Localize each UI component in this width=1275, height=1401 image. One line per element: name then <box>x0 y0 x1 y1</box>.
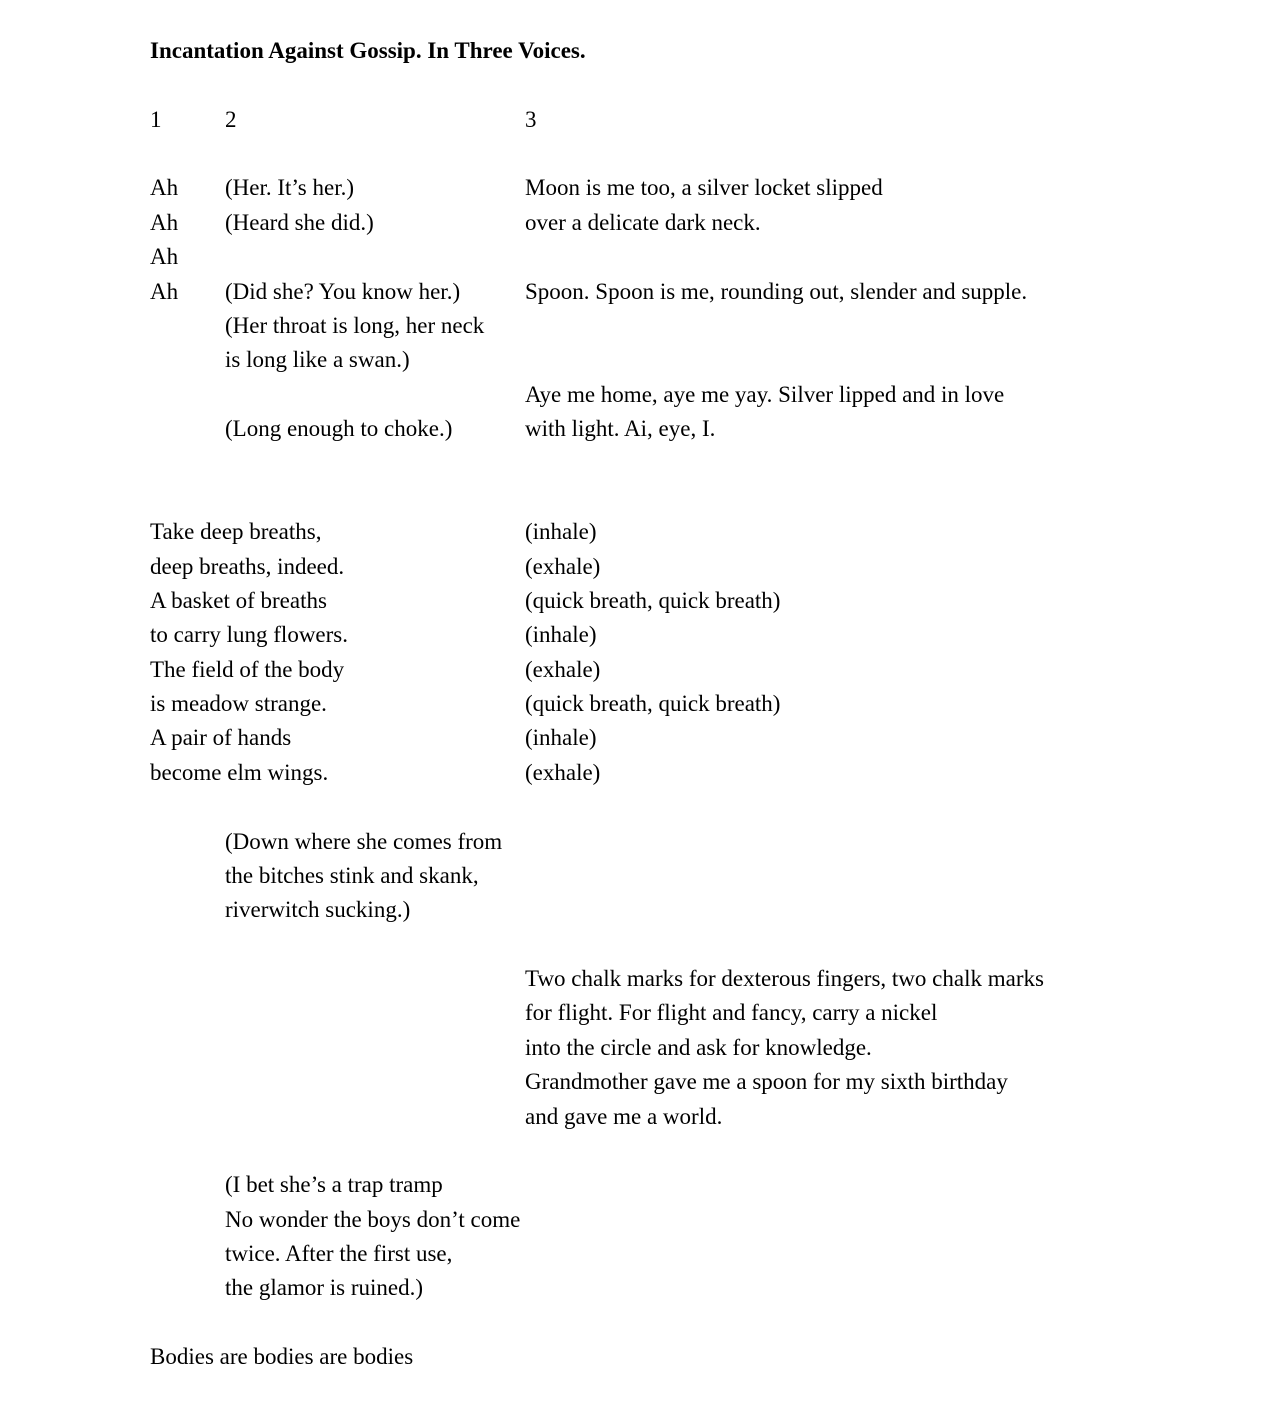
breath-cue: (inhale) <box>525 519 597 544</box>
voice2-line: (Her. It’s her.) <box>225 175 355 200</box>
voice1-line: Ah <box>150 210 179 235</box>
breath-stanza-line: The field of the body <box>150 657 345 682</box>
voice3-line: into the circle and ask for knowledge. <box>525 1035 872 1060</box>
voice3-line: and gave me a world. <box>525 1104 723 1129</box>
breath-cue: (quick breath, quick breath) <box>525 691 781 716</box>
breath-stanza-line: A pair of hands <box>150 725 292 750</box>
breath-cue: (exhale) <box>525 657 601 682</box>
voice2-line: twice. After the first use, <box>225 1241 453 1266</box>
voice3-line: Spoon. Spoon is me, rounding out, slender and supple. <box>525 279 1028 304</box>
voice-header-3: 3 <box>525 107 537 132</box>
voice3-line: Grandmother gave me a spoon for my sixth birthday <box>525 1069 1008 1094</box>
breath-cue: (exhale) <box>525 760 601 785</box>
voice3-line: for flight. For flight and fancy, carry a nickel <box>525 1000 938 1025</box>
voice2-line: (I bet she’s a trap tramp <box>225 1172 443 1197</box>
breath-stanza-line: A basket of breaths <box>150 588 327 613</box>
voice2-line: (Her throat is long, her neck <box>225 313 485 338</box>
breath-stanza-line: to carry lung flowers. <box>150 622 348 647</box>
poem-title: Incantation Against Gossip. In Three Voices. <box>150 38 586 63</box>
voice3-line: with light. Ai, eye, I. <box>525 416 716 441</box>
breath-cue: (quick breath, quick breath) <box>525 588 781 613</box>
breath-stanza-line: become elm wings. <box>150 760 329 785</box>
voice1-line: Ah <box>150 175 179 200</box>
voice-header-1: 1 <box>150 107 162 132</box>
breath-cue: (inhale) <box>525 725 597 750</box>
voice1-line: Ah <box>150 244 179 269</box>
breath-stanza-line: is meadow strange. <box>150 691 327 716</box>
voice3-line: over a delicate dark neck. <box>525 210 761 235</box>
breath-stanza-line: deep breaths, indeed. <box>150 554 345 579</box>
closing-line: Bodies are bodies are bodies <box>150 1344 414 1369</box>
voice2-line: is long like a swan.) <box>225 347 410 372</box>
voice2-line: No wonder the boys don’t come <box>225 1207 521 1232</box>
voice-header-2: 2 <box>225 107 237 132</box>
voice2-line: (Did she? You know her.) <box>225 279 461 304</box>
voice3-line: Two chalk marks for dexterous fingers, two chalk marks <box>525 966 1044 991</box>
breath-cue: (exhale) <box>525 554 601 579</box>
voice2-line: (Long enough to choke.) <box>225 416 453 441</box>
breath-stanza-line: Take deep breaths, <box>150 519 322 544</box>
voice2-line: (Down where she comes from <box>225 829 503 854</box>
voice2-line: riverwitch sucking.) <box>225 897 411 922</box>
voice2-line: the glamor is ruined.) <box>225 1275 424 1300</box>
voice1-line: Ah <box>150 279 179 304</box>
voice2-line: (Heard she did.) <box>225 210 374 235</box>
voice3-line: Moon is me too, a silver locket slipped <box>525 175 883 200</box>
voice3-line: Aye me home, aye me yay. Silver lipped and in love <box>525 382 1005 407</box>
breath-cue: (inhale) <box>525 622 597 647</box>
voice2-line: the bitches stink and skank, <box>225 863 479 888</box>
